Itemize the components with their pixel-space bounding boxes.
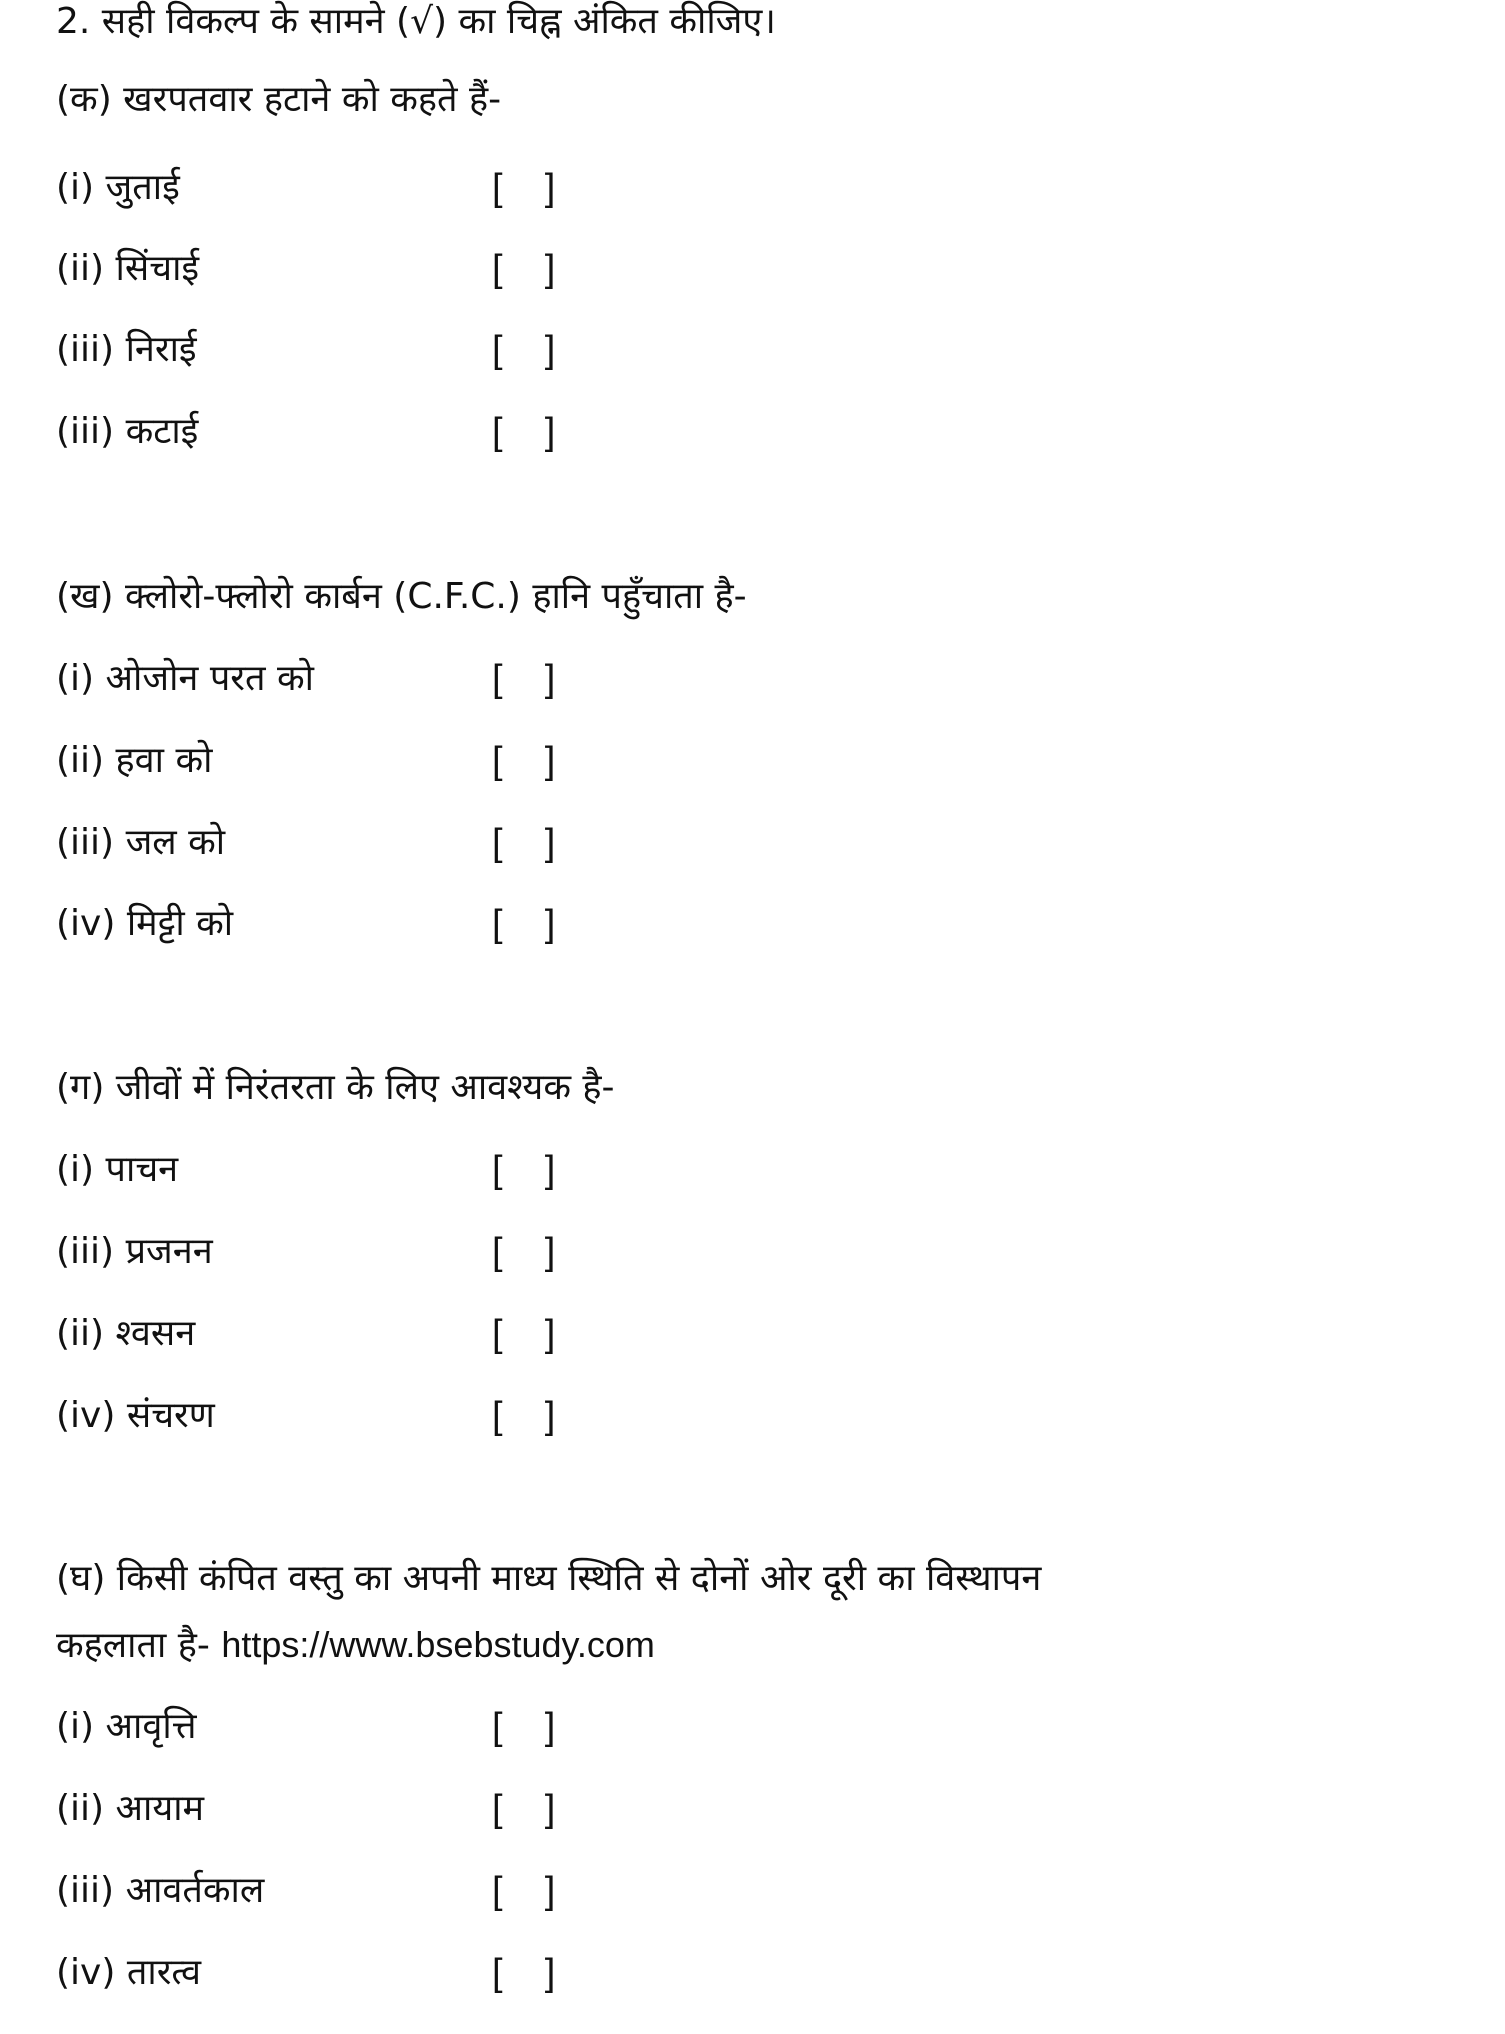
question-kha: (ख) क्लोरो-फ्लोरो कार्बन (C.F.C.) हानि पहुँचाता है- xyxy=(56,576,747,617)
option-text: आयाम xyxy=(115,1788,205,1829)
option[interactable] xyxy=(56,1312,195,1356)
option-text: आवर्तकाल xyxy=(125,1870,265,1911)
option[interactable] xyxy=(56,247,199,291)
option[interactable] xyxy=(56,902,233,946)
option-text: प्रजनन xyxy=(125,1231,213,1272)
answer-bracket[interactable]: [ ] xyxy=(492,1149,556,1191)
answer-bracket[interactable]: [ ] xyxy=(492,1395,556,1437)
option-num: (i) xyxy=(56,167,95,208)
option[interactable] xyxy=(56,166,180,210)
option-num: (i) xyxy=(56,1149,95,1190)
answer-bracket[interactable]: [ ] xyxy=(492,740,556,782)
option-text: जल को xyxy=(125,822,226,863)
option[interactable] xyxy=(56,821,225,865)
answer-bracket[interactable]: [ ] xyxy=(492,658,556,700)
answer-bracket[interactable]: [ ] xyxy=(492,1952,556,1994)
option-num: (iii) xyxy=(56,329,115,370)
option-text: मिट्टी को xyxy=(126,903,234,944)
option-text: कटाई xyxy=(125,411,199,452)
option-num: (i) xyxy=(56,1706,95,1747)
answer-bracket[interactable]: [ ] xyxy=(492,1870,556,1912)
option-num: (iii) xyxy=(56,822,115,863)
option-text: आवृत्ति xyxy=(105,1706,197,1747)
answer-bracket[interactable]: [ ] xyxy=(492,248,556,290)
answer-bracket[interactable]: [ ] xyxy=(492,822,556,864)
option-text: जुताई xyxy=(105,167,180,208)
answer-bracket[interactable]: [ ] xyxy=(492,1788,556,1830)
answer-bracket[interactable]: [ ] xyxy=(492,1706,556,1748)
instruction: 2. सही विकल्प के सामने (√) का चिह्न अंकित कीजिए। xyxy=(56,1,776,42)
answer-bracket[interactable]: [ ] xyxy=(492,411,556,453)
option-num: (ii) xyxy=(56,248,105,289)
option-num: (ii) xyxy=(56,1788,105,1829)
option-text: निराई xyxy=(125,329,197,370)
answer-bracket[interactable]: [ ] xyxy=(492,329,556,371)
question-gha: (घ) किसी कंपित वस्तु का अपनी माध्य स्थिति से दोनों ओर दूरी का विस्थापन xyxy=(56,1558,1042,1599)
option[interactable] xyxy=(56,1705,197,1749)
option-text: श्वसन xyxy=(115,1313,196,1354)
option-num: (ii) xyxy=(56,740,105,781)
answer-bracket[interactable]: [ ] xyxy=(492,1231,556,1273)
option[interactable] xyxy=(56,739,212,783)
option[interactable] xyxy=(56,1869,264,1913)
option-text: ओजोन परत को xyxy=(105,658,314,699)
source-url: https://www.bsebstudy.com xyxy=(221,1624,655,1665)
option[interactable] xyxy=(56,1230,213,1274)
option-num: (iii) xyxy=(56,411,115,452)
question-ga: (ग) जीवों में निरंतरता के लिए आवश्यक है- xyxy=(56,1067,615,1108)
option-text: तारत्व xyxy=(126,1952,201,1993)
question-ka: (क) खरपतवार हटाने को कहते हैं- xyxy=(56,79,502,120)
option[interactable] xyxy=(56,410,198,454)
answer-bracket[interactable]: [ ] xyxy=(492,903,556,945)
option[interactable] xyxy=(56,1148,178,1192)
option[interactable] xyxy=(56,1787,204,1831)
option-num: (iv) xyxy=(56,1952,116,1993)
option[interactable] xyxy=(56,657,314,701)
option[interactable] xyxy=(56,1394,215,1438)
option-text: पाचन xyxy=(105,1149,179,1190)
question-gha-cont: कहलाता है- xyxy=(56,1625,210,1666)
option-num: (iv) xyxy=(56,1395,116,1436)
option[interactable] xyxy=(56,1951,201,1995)
option-num: (i) xyxy=(56,658,95,699)
option-num: (ii) xyxy=(56,1313,105,1354)
option-text: हवा को xyxy=(115,740,213,781)
option-num: (iii) xyxy=(56,1231,115,1272)
answer-bracket[interactable]: [ ] xyxy=(492,1313,556,1355)
option-num: (iii) xyxy=(56,1870,115,1911)
answer-bracket[interactable]: [ ] xyxy=(492,167,556,209)
question-gha-line2 xyxy=(56,1623,655,1668)
option[interactable] xyxy=(56,328,197,372)
option-text: संचरण xyxy=(126,1395,215,1436)
option-num: (iv) xyxy=(56,903,116,944)
option-text: सिंचाई xyxy=(115,248,200,289)
